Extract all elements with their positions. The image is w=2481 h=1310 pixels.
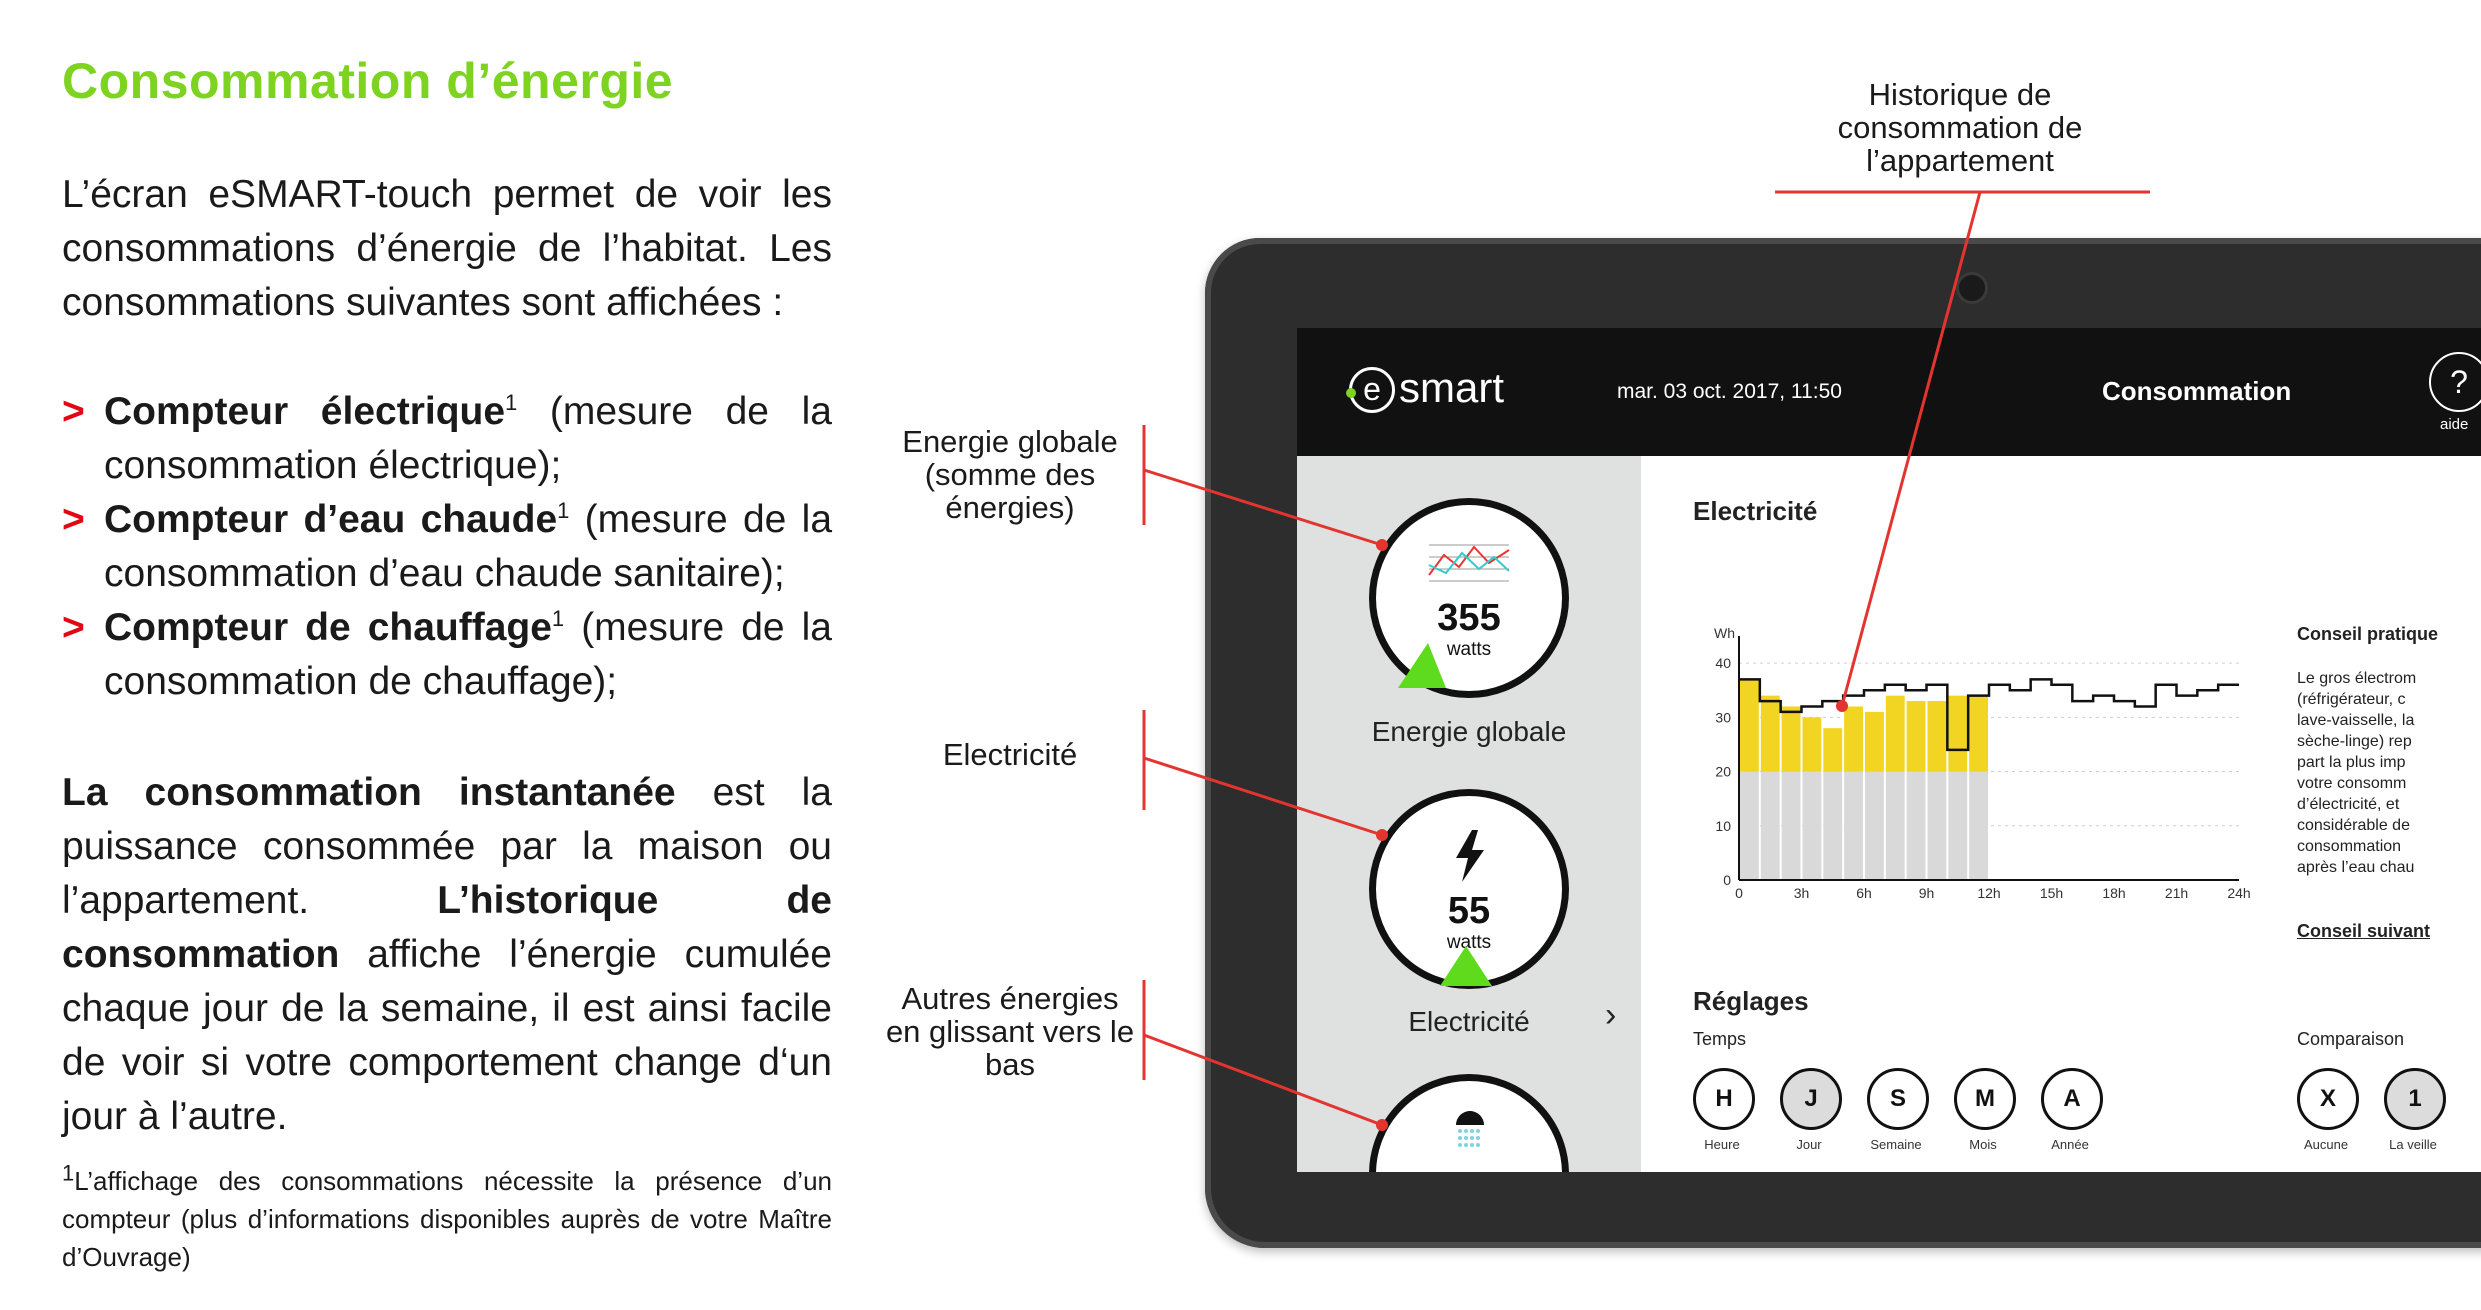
compare-button-label: La veille <box>2389 1137 2437 1152</box>
time-button-day[interactable]: J <box>1780 1068 1842 1130</box>
screen-title: Consommation <box>2102 376 2292 406</box>
chevron-right-icon[interactable]: › <box>1605 996 1617 1034</box>
gauge-value: 355 <box>1437 597 1501 639</box>
time-button-label: Année <box>2051 1137 2089 1152</box>
footnote-ref: 1 <box>551 606 565 631</box>
tip-text: Le gros électrom (réfrigérateur, c lave-vaisselle, la sèche-linge) rep part la plus imp votre consomm d’électricité, et considérable de consommation après l’eau chau <box>2297 670 2417 876</box>
bullet-bold: Compteur d’eau chaude <box>104 498 558 541</box>
bullet-bold: Compteur électrique <box>104 390 506 433</box>
time-label: Temps <box>1693 1029 1747 1049</box>
paragraph-bold: La consommation instantanée <box>62 771 676 814</box>
time-button-year[interactable]: A <box>2041 1068 2103 1130</box>
comparison-label: Comparaison <box>2297 1029 2405 1049</box>
x-tick-label: 12h <box>1977 885 2001 901</box>
y-tick-label: 0 <box>1723 872 1731 888</box>
settings-title: Réglages <box>1693 986 1809 1016</box>
help-button[interactable]: ? <box>2429 352 2481 412</box>
footnote-ref: 1 <box>557 498 570 523</box>
bullet-bold: Compteur de chauffage <box>104 606 552 649</box>
time-button-label: Semaine <box>1870 1137 1922 1152</box>
y-axis-label: Wh <box>1714 625 1735 641</box>
x-tick-label: 6h <box>1856 885 1872 901</box>
y-tick-label: 10 <box>1715 817 1731 834</box>
y-tick-label: 20 <box>1715 763 1731 780</box>
x-tick-label: 21h <box>2164 885 2189 901</box>
section-title: Electricité <box>1693 496 1818 526</box>
help-label: aide <box>2440 416 2469 433</box>
paragraph-text: est la puissance consommée par la maison ou l’appartement. <box>62 771 832 922</box>
time-button-label: Heure <box>1704 1137 1740 1152</box>
bullet-marker: > <box>62 498 85 541</box>
gauge-label: Electricité <box>1408 1006 1530 1037</box>
y-tick-label: 30 <box>1715 709 1731 726</box>
next-tip-link[interactable]: Conseil suivant <box>2297 921 2431 941</box>
y-tick-label: 40 <box>1715 655 1731 672</box>
footnote-number: 1 <box>62 1160 75 1186</box>
paragraph-bold: L’historique de consommation <box>62 879 832 976</box>
compare-button-label: Aucune <box>2303 1137 2349 1152</box>
paragraph-text: affiche l’énergie cumulée chaque jour de la semaine, il est ainsi facile de voir si votre comportement change d‘un jour à l’autre. <box>62 933 832 1138</box>
tip-title: Conseil pratique <box>2297 624 2439 644</box>
time-button-month[interactable]: M <box>1954 1068 2016 1130</box>
x-tick-label: 9h <box>1918 885 1935 901</box>
x-tick-label: 18h <box>2102 885 2126 901</box>
compare-button-none[interactable]: X <box>2297 1068 2359 1130</box>
bullet-text: (mesure de la consommation d’eau chaude sanitaire); <box>104 498 833 595</box>
time-button-label: Mois <box>1969 1137 1997 1152</box>
gauge-unit: watts <box>1446 639 1492 660</box>
time-button-hour[interactable]: H <box>1693 1068 1755 1130</box>
date-time: mar. 03 oct. 2017, 11:50 <box>1617 380 1842 403</box>
footnote-text: L’affichage des consommations nécessite la présence d’un compteur (plus d’informations disponibles auprès de votre Maître d’Ouvrage) <box>62 1166 832 1272</box>
logo-e: e <box>1349 367 1395 413</box>
bullet-text: (mesure de la consommation de chauffage); <box>104 606 832 703</box>
bullet-text: (mesure de la consommation électrique); <box>104 390 832 487</box>
time-button-label: Jour <box>1796 1137 1822 1152</box>
bullet-marker: > <box>62 606 85 649</box>
x-tick-label: 3h <box>1793 885 1810 901</box>
footnote-ref: 1 <box>505 390 518 415</box>
x-tick-label: 0 <box>1735 885 1743 901</box>
gauge-unit: watts <box>1446 932 1492 953</box>
x-tick-label: 15h <box>2039 885 2064 901</box>
callout-electricity: Electricité <box>942 737 1078 772</box>
intro-paragraph: L’écran eSMART-touch permet de voir les consommations d’énergie de l’habitat. Les consommations suivantes sont affichées : <box>62 173 832 324</box>
callout-global-energy: Energie globale (somme des énergies) <box>902 424 1118 525</box>
logo-text: smart <box>1399 364 1504 411</box>
compare-button-yesterday[interactable]: 1 <box>2384 1068 2446 1130</box>
callout-other-energies: Autres énergies en glissant vers le bas <box>885 981 1135 1082</box>
x-tick-label: 24h <box>2227 885 2251 901</box>
gauge-value: 55 <box>1447 890 1491 932</box>
time-button-week[interactable]: S <box>1867 1068 1929 1130</box>
gauge-label: Energie globale <box>1371 716 1567 747</box>
document-title: Consommation d’énergie <box>62 53 674 109</box>
callout-history: Historique de consommation de l’appartement <box>1837 77 2083 178</box>
bullet-marker: > <box>62 390 85 433</box>
